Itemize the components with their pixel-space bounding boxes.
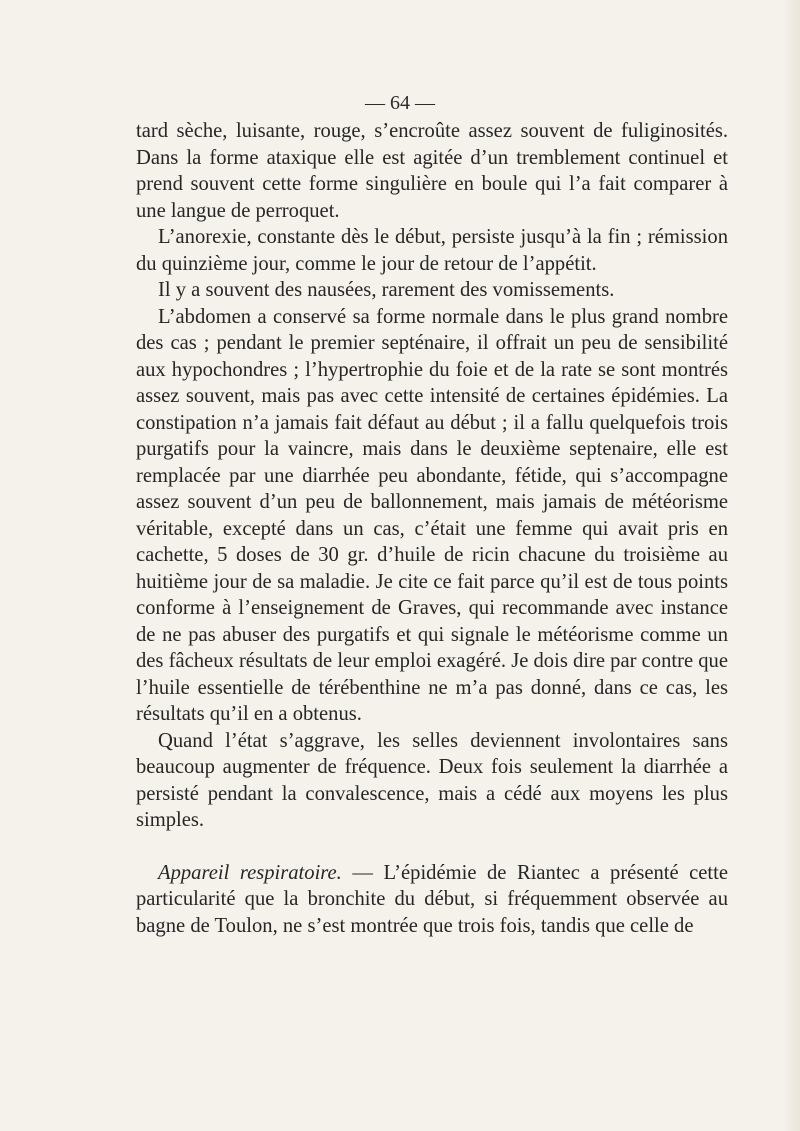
paragraph-abdomen: L’abdomen a conservé sa forme normale dans le plus grand nombre des cas ; pendant le premier septénaire, il offrait un peu de sensibilité aux hypochondres ; l’hypertrophie du foie et de la rate se sont montrés assez souvent, mais pas avec cette intensité de certaines épidémies. La constipation n’a jamais fait défaut au début ; il a fallu quelquefois trois purgatifs pour la vaincre, mais dans le deuxième septenaire, elle est remplacée par une diarrhée peu abondante, fétide, qui s’accompagne assez souvent d’un peu de ballonnement, mais jamais de météorisme véritable, excepté dans un cas, c’était une femme qui avait pris en cachette, 5 doses de 30 gr. d’huile de ricin chacune du troisième au huitième jour de sa maladie. Je cite ce fait parce qu’il est de tous points conforme à l’enseignement de Graves, qui recommande avec instance de ne pas abuser des purgatifs et qui signale le météorisme comme un des fâcheux résultats de leur emploi exagéré. Je dois dire par contre que l’huile essentielle de térébenthine ne m’a pas donné, dans ce cas, les résultats qu’il en a obtenus. bbox=[136, 305, 728, 725]
paragraph-stools: Quand l’état s’aggrave, les selles deviennent involontaires sans beaucoup augmenter de fréquence. Deux fois seulement la diarrhée a persisté pendant la convalescence, mais a cédé aux moyens les plus simples. bbox=[136, 729, 728, 831]
paragraph-nausea: Il y a souvent des nausées, rarement des vomissements. bbox=[158, 279, 615, 301]
paragraph-tongue: tard sèche, luisante, rouge, s’encroûte assez souvent de fuliginosités. Dans la forme ataxique elle est agitée d’un tremblement continuel et prend souvent cette forme singulière en boule qui l’a fait comparer à une langue de perroquet. bbox=[136, 120, 728, 222]
page-number: — 64 — bbox=[365, 92, 435, 114]
section-text: — L’épidémie de Riantec a présenté cette particularité que la bronchite du début, si fréquemment observée au bagne de Toulon, ne s’est montrée que trois fois, tandis que celle de bbox=[136, 861, 729, 937]
paragraph-anorexia: L’anorexie, constante dès le début, persiste jusqu’à la fin ; rémission du quinzième jour, comme le jour de retour de l’appétit. bbox=[136, 226, 728, 275]
section-title: Appareil respiratoire. bbox=[158, 861, 342, 884]
body-text bbox=[136, 118, 728, 939]
paragraph-respiratory bbox=[136, 860, 728, 940]
page-edge-shadow bbox=[782, 0, 800, 1131]
